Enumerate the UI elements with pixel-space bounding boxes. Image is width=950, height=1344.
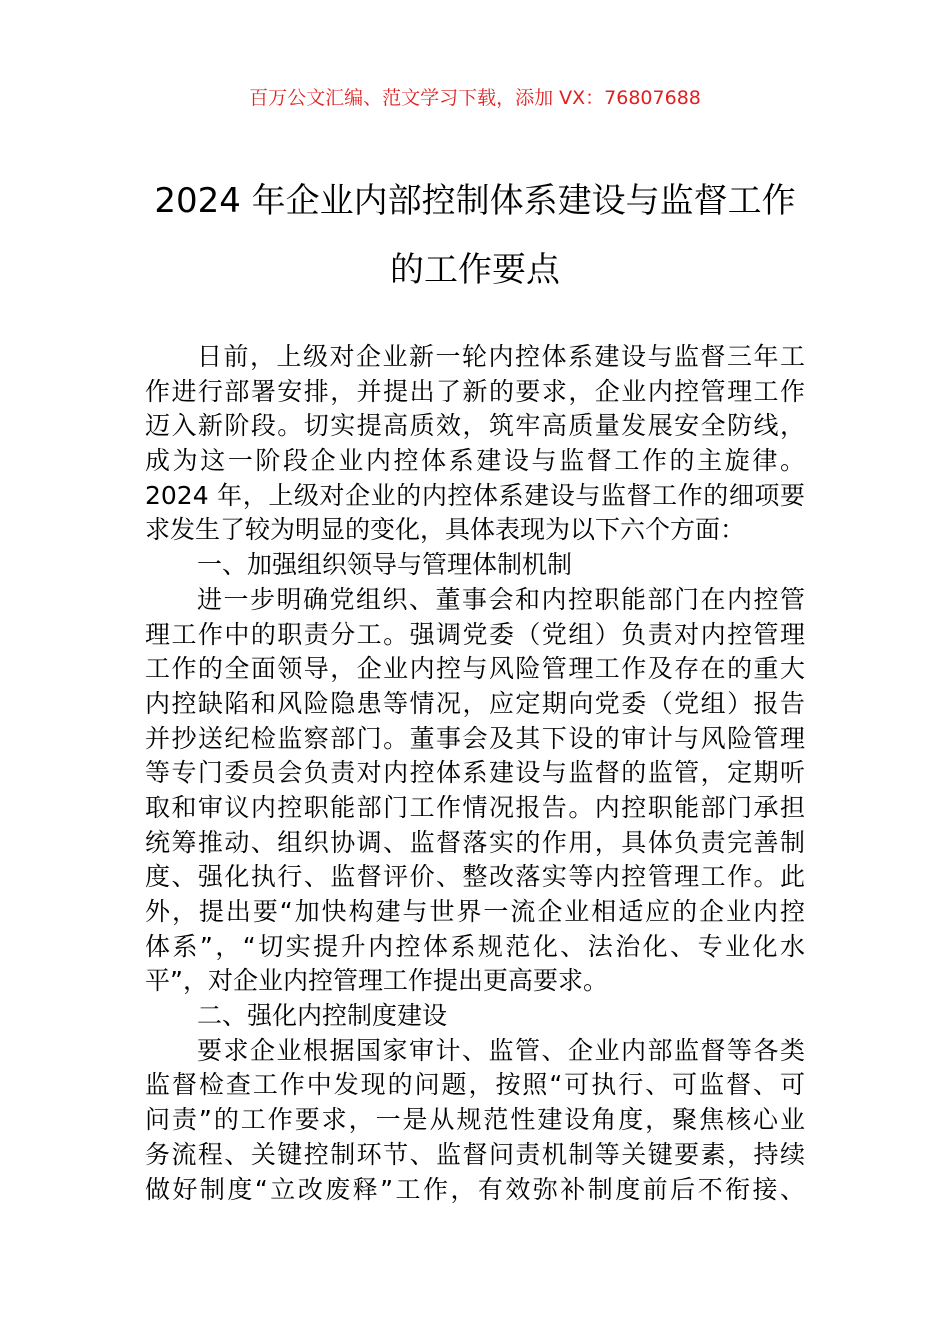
body-text-line: 日前，上级对企业新一轮内控体系建设与监督三年工 xyxy=(197,342,805,371)
body-text-line: 做好制度“立改废释”工作，有效弥补制度前后不衔接、 xyxy=(145,1174,805,1204)
document-title-line-2: 的工作要点 xyxy=(390,250,560,290)
body-text-line: 一、加强组织领导与管理体制机制 xyxy=(197,550,573,580)
body-text-line: 并抄送纪检监察部门。董事会及其下设的审计与风险管理 xyxy=(145,723,805,753)
body-text-line: 问责”的工作要求，一是从规范性建设角度，聚焦核心业 xyxy=(145,1105,805,1135)
document-title-line-1: 2024 年企业内部控制体系建设与监督工作 xyxy=(154,181,796,221)
body-text-line: 等专门委员会负责对内控体系建设与监督的监管，定期听 xyxy=(145,758,805,788)
body-text-line: 进一步明确党组织、董事会和内控职能部门在内控管 xyxy=(197,584,805,614)
body-text-line: 度、强化执行、监督评价、整改落实等内控管理工作。此 xyxy=(145,862,805,892)
body-text-line: 务流程、关键控制环节、监督问责机制等关键要素，持续 xyxy=(145,1139,805,1169)
body-text-line: 要求企业根据国家审计、监管、企业内部监督等各类 xyxy=(197,1035,805,1065)
body-text-line: 取和审议内控职能部门工作情况报告。内控职能部门承担 xyxy=(145,792,805,822)
body-text-line: 体系”，“切实提升内控体系规范化、法治化、专业化水 xyxy=(145,931,805,961)
body-text-line: 监督检查工作中发现的问题，按照“可执行、可监督、可 xyxy=(145,1070,805,1100)
body-text-line: 理工作中的职责分工。强调党委（党组）负责对内控管理 xyxy=(145,619,805,649)
watermark-text: 百万公文汇编、范文学习下载，添加 VX：76807688 xyxy=(249,87,701,109)
document-body xyxy=(145,340,805,1207)
body-text-line: 二、强化内控制度建设 xyxy=(197,1001,448,1031)
body-text-line: 平”，对企业内控管理工作提出更高要求。 xyxy=(145,966,608,996)
body-text-line: 外，提出要“加快构建与世界一流企业相适应的企业内控 xyxy=(145,897,805,926)
body-text-line: 2024 年，上级对企业的内控体系建设与监督工作的细项要 xyxy=(145,480,805,510)
body-text-line: 成为这一阶段企业内控体系建设与监督工作的主旋律。 xyxy=(145,446,805,476)
body-text-line: 迈入新阶段。切实提高质效，筑牢高质量发展安全防线， xyxy=(145,411,805,441)
body-text-line: 求发生了较为明显的变化，具体表现为以下六个方面： xyxy=(145,515,746,545)
body-text-line: 作进行部署安排，并提出了新的要求，企业内控管理工作 xyxy=(145,376,805,406)
body-text-line: 统筹推动、组织协调、监督落实的作用，具体负责完善制 xyxy=(145,827,805,857)
body-text-line: 内控缺陷和风险隐患等情况，应定期向党委（党组）报告 xyxy=(145,688,805,718)
body-text-line: 工作的全面领导，企业内控与风险管理工作及存在的重大 xyxy=(145,654,805,684)
